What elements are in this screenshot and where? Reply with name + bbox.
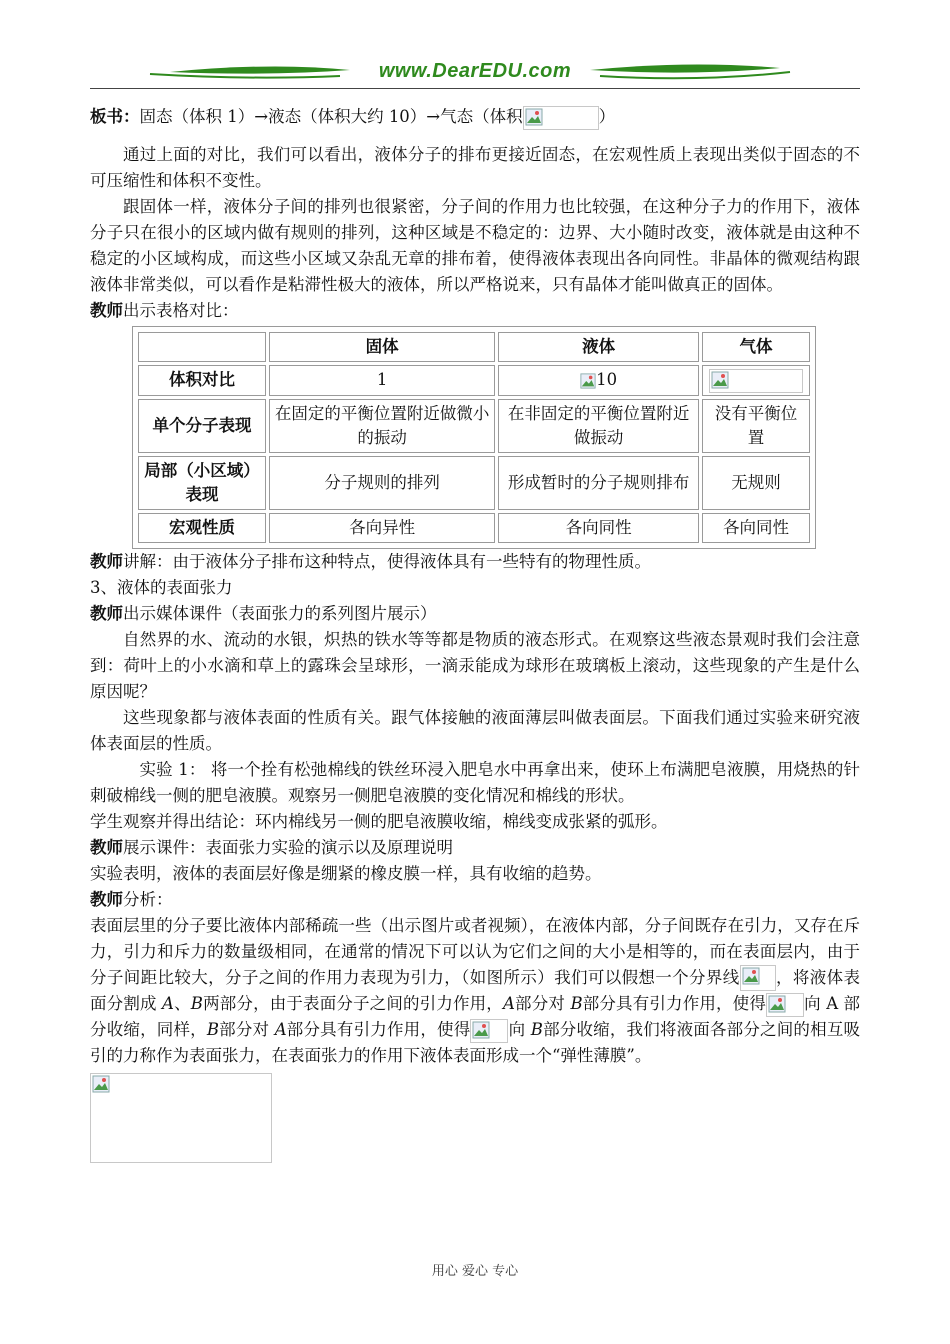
analysis-paragraph xyxy=(90,913,860,1070)
table-cell: 无规则 xyxy=(702,456,810,510)
image-placeholder xyxy=(740,965,776,991)
paragraph-3: 自然界的水、流动的水银，炽热的铁水等等都是物质的液态形式。在观察这些液态景观时我们会注意到：荷叶上的小水滴和草上的露珠会呈球形，一滴汞能成为球形在玻璃板上滚动，这些现象的产生是什么原因呢？ xyxy=(90,629,860,701)
table-cell: 没有平衡位置 xyxy=(702,399,810,453)
table-cell: 1 xyxy=(269,365,495,396)
teacher-media-text: 出示媒体课件（表面张力的系列图片展示） xyxy=(123,603,437,623)
table-cell: 形成暂时的分子规则排布 xyxy=(498,456,699,510)
image-placeholder xyxy=(709,369,803,393)
board-label: 板书： xyxy=(90,107,140,126)
analysis-text: 部分对 xyxy=(514,994,571,1013)
row-head: 单个分子表现 xyxy=(138,399,266,453)
italic-letter: A xyxy=(502,994,515,1013)
broken-image-icon xyxy=(525,108,543,126)
experiment-result: 实验表明，液体的表面层好像是绷紧的橡皮膜一样，具有收缩的趋势。 xyxy=(90,863,602,883)
italic-letter: A xyxy=(162,994,174,1013)
teacher-show-line xyxy=(90,835,860,861)
header-rule xyxy=(90,88,860,89)
analysis-text: ，将液体表面分割成 xyxy=(90,967,861,1013)
analysis-text: 两部分，由于表面分子之间的引力作用， xyxy=(202,994,503,1013)
table-cell: 分子规则的排列 xyxy=(269,456,495,510)
board-line xyxy=(90,104,860,130)
comparison-table xyxy=(135,329,813,546)
italic-letter: B xyxy=(570,994,583,1013)
student-conclusion: 学生观察并得出结论：环内棉线另一侧的肥皂液膜收缩，棉线变成张紧的弧形。 xyxy=(90,811,668,831)
section-heading: 3、液体的表面张力 xyxy=(90,577,233,597)
site-name[interactable]: www.DearEDU.com xyxy=(378,60,572,82)
page-footer: 用心 爱心 专心 xyxy=(431,1264,519,1279)
table-cell xyxy=(702,365,810,396)
image-placeholder xyxy=(523,106,599,130)
broken-image-icon xyxy=(580,373,596,389)
italic-letter: B xyxy=(206,1020,219,1039)
paragraph-4: 这些现象都与液体表面的性质有关。跟气体接触的液面薄层叫做表面层。下面我们通过实验来研究液体表面层的性质。 xyxy=(90,707,860,753)
paragraph-1: 通过上面的对比，我们可以看出，液体分子的排布更接近固态，在宏观性质上表现出类似于固态的不可压缩性和体积不变性。 xyxy=(90,145,860,190)
table-header-cell: 固体 xyxy=(269,332,495,362)
table-cell: 各向同性 xyxy=(498,513,699,543)
teacher-table-text: 出示表格对比： xyxy=(123,301,239,320)
liquid-volume: 10 xyxy=(596,370,618,390)
figure-placeholder xyxy=(90,1073,272,1163)
teacher-explain-text: 讲解：由于液体分子排布这种特点，使得液体具有一些特有的物理性质。 xyxy=(123,551,651,571)
board-text-end: ） xyxy=(598,107,616,126)
teacher-label: 教师 xyxy=(90,301,123,320)
teacher-label: 教师 xyxy=(90,889,123,909)
teacher-media-line xyxy=(90,601,860,627)
table-cell xyxy=(498,365,699,396)
table-row xyxy=(138,365,810,396)
table-header-cell xyxy=(138,332,266,362)
italic-letter: A xyxy=(274,1020,287,1039)
broken-image-icon xyxy=(472,1021,490,1039)
teacher-analysis-line xyxy=(90,887,860,913)
teacher-label: 教师 xyxy=(90,551,123,571)
analysis-text: 表面层里的分子要比液体内部稀疏一些（出示图片或者视频），在液体内部，分子间既存在引力，又存在斥力，引力和斥力的数量级相同，在通常的情况下可以认为它们之间的大小是相等的，而在表面层内，由于分子间距比较大，分子之间的作用力表现为引力，（如图所示）我们可以假想一个分界线 xyxy=(90,915,860,987)
table-header-row xyxy=(138,332,810,362)
analysis-text: 部分具有引力作用，使得 xyxy=(582,994,766,1013)
broken-image-icon xyxy=(768,995,786,1013)
table-cell: 在非固定的平衡位置附近做振动 xyxy=(498,399,699,453)
broken-image-icon xyxy=(92,1075,110,1093)
teacher-explain-line xyxy=(90,549,860,575)
experiment-1: 实验 1： 将一个拴有松弛棉线的铁丝环浸入肥皂水中再拿出来，使环上布满肥皂液膜，用烧热的针刺破棉线一侧的肥皂液膜。观察另一侧肥皂液膜的变化情况和棉线的形状。 xyxy=(90,759,860,805)
table-row xyxy=(138,399,810,453)
teacher-label: 教师 xyxy=(90,837,123,857)
broken-image-icon xyxy=(711,371,729,389)
italic-letter: B xyxy=(530,1020,543,1039)
site-header xyxy=(90,58,860,92)
analysis-text: 部分具有引力作用，使得 xyxy=(286,1020,471,1039)
image-placeholder xyxy=(580,373,596,389)
table-row xyxy=(138,513,810,543)
analysis-text: 部分对 xyxy=(218,1020,275,1039)
teacher-label: 教师 xyxy=(90,603,123,623)
table-header-cell: 气体 xyxy=(702,332,810,362)
analysis-text: 向 A 部分收缩，同样， xyxy=(90,994,861,1039)
analysis-text: 向 xyxy=(508,1020,531,1039)
teacher-show-text: 展示课件：表面张力实验的演示以及原理说明 xyxy=(123,837,453,857)
italic-letter: B xyxy=(190,994,203,1013)
teacher-table-line xyxy=(90,298,860,324)
row-head: 体积对比 xyxy=(138,365,266,396)
row-head: 宏观性质 xyxy=(138,513,266,543)
table-cell: 各向同性 xyxy=(702,513,810,543)
broken-image-icon xyxy=(742,967,760,985)
table-cell: 在固定的平衡位置附近做微小的振动 xyxy=(269,399,495,453)
board-text: 固态（体积 1）→液态（体积大约 10）→气态（体积 xyxy=(139,107,523,126)
table-header-cell: 液体 xyxy=(498,332,699,362)
comparison-table-wrap xyxy=(132,326,816,549)
image-placeholder xyxy=(470,1019,508,1043)
image-placeholder xyxy=(766,993,804,1017)
teacher-analysis-text: 分析： xyxy=(123,889,173,909)
analysis-text: 、 xyxy=(173,994,191,1013)
analysis-text: 部分收缩，我们将液面各部分之间的相互吸引的力称作为表面张力，在表面张力的作用下液体表面形成一个“弹性薄膜”。 xyxy=(90,1020,861,1065)
main-content xyxy=(90,104,860,1163)
row-head: 局部（小区域）表现 xyxy=(138,456,266,510)
table-row xyxy=(138,456,810,510)
paragraph-2: 跟固体一样，液体分子间的排列也很紧密，分子间的作用力也比较强，在这种分子力的作用下，液体分子只在很小的区域内做有规则的排列，这种区域是不稳定的：边界、大小随时改变，液体就是由这种不稳定的小区域构成，而这些小区域又杂乱无章的排布着，使得液体表现出各向同性。非晶体的微观结构跟液体非常类似，可以看作是粘滞性极大的液体，所以严格说来，只有晶体才能叫做真正的固体。 xyxy=(90,197,860,294)
table-cell: 各向异性 xyxy=(269,513,495,543)
